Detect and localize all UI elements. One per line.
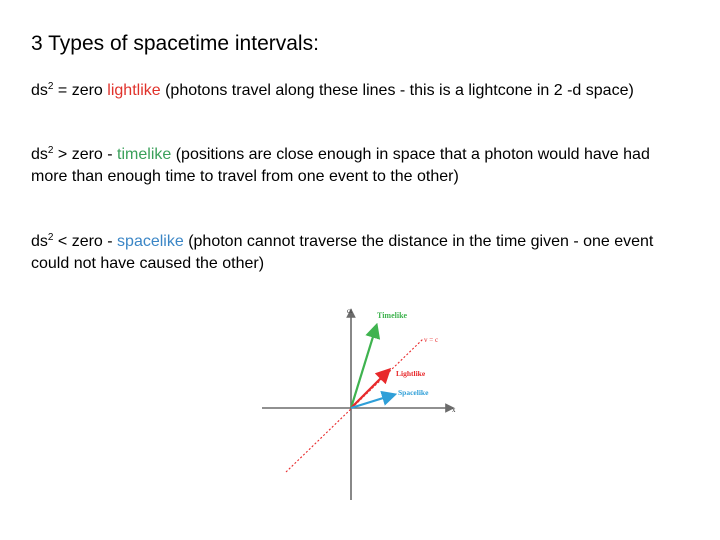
superscript-2: 2 [47, 232, 54, 243]
light-line-label: v = c [424, 336, 439, 344]
spacetime-diagram [258, 300, 468, 515]
ds-symbol: ds [31, 146, 48, 163]
timelike-description: (positions are close enough in space that a photon would have had more than enough time to travel from one event to the other) [31, 146, 650, 185]
lightlike-label: Lightlike [396, 369, 426, 378]
spacelike-description: (photon cannot traverse the distance in the time given - one event could not have caused the other) [31, 233, 654, 272]
ds-symbol: ds [31, 82, 48, 99]
condition-text: > zero - [53, 146, 118, 163]
ct-axis-label: ct [347, 307, 353, 315]
superscript-2: 2 [47, 81, 54, 92]
ds-symbol: ds [31, 233, 48, 250]
lightlike-paragraph [31, 80, 661, 102]
x-axis-label: x [452, 406, 456, 414]
lightlike-keyword: lightlike [107, 82, 161, 99]
condition-text: < zero - [53, 233, 118, 250]
superscript-2: 2 [47, 145, 54, 156]
timelike-label: Timelike [377, 311, 408, 320]
spacelike-label: Spacelike [398, 388, 429, 397]
timelike-keyword: timelike [117, 146, 172, 163]
lightlike-description: (photons travel along these lines - this is a lightcone in 2 -d space) [160, 82, 634, 99]
spacelike-paragraph [31, 231, 661, 274]
condition-text: = zero [53, 82, 108, 99]
slide-title: 3 Types of spacetime intervals: [31, 32, 319, 55]
timelike-paragraph [31, 144, 661, 187]
spacelike-keyword: spacelike [117, 233, 184, 250]
